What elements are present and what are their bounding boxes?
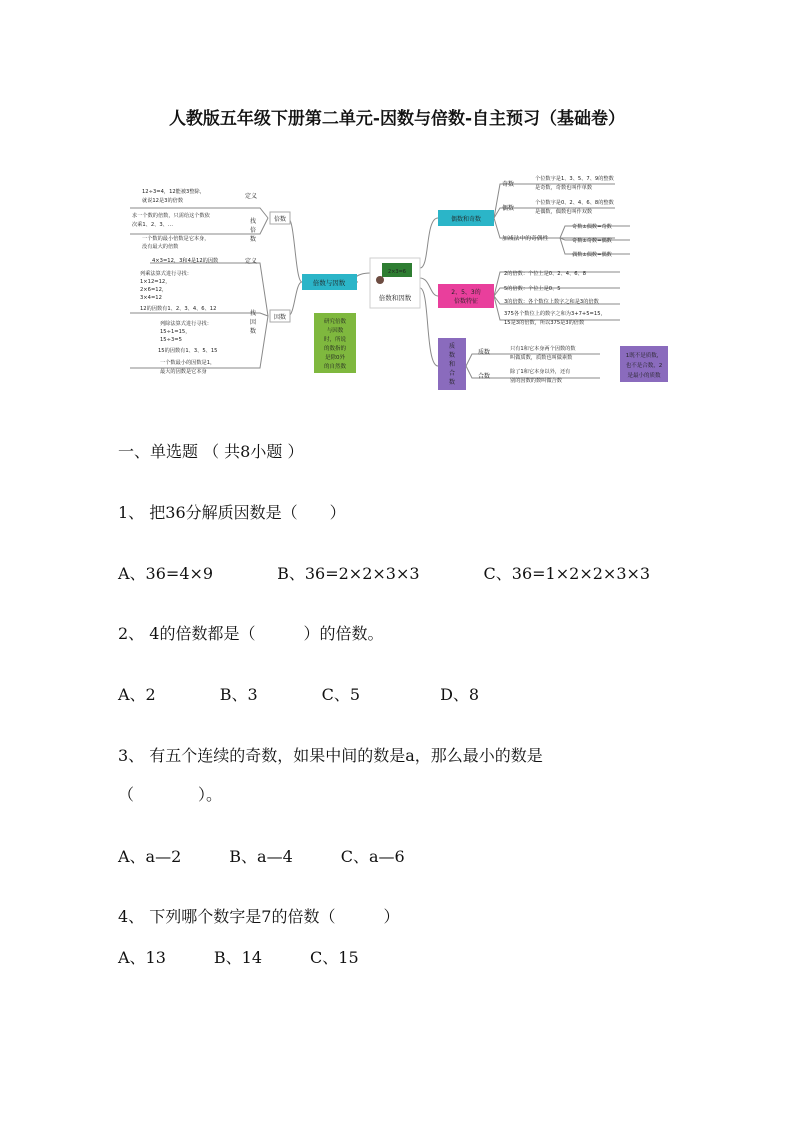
feature-text: 375各个数位上的数字之和为3+7+5=15， [504, 311, 606, 317]
question-2-options: A、2 B、3 C、5 D、8 [118, 685, 480, 704]
even-text: 是偶数，偶数也叫作双数 [535, 209, 593, 215]
question-3-stem: 3、 有五个连续的奇数，如果中间的数是a，那么最小的数是 [118, 746, 543, 765]
board-text: 2×3=6 [388, 269, 406, 275]
factor-def-label: 定义 [245, 258, 258, 265]
mind-map [110, 168, 680, 400]
find-text: 15÷1=15， [160, 329, 191, 335]
left-main-label: 倍数与因数 [312, 279, 346, 287]
def-text: 12÷3=4，12能被3整除， [142, 189, 205, 195]
find-text: 最大的因数是它本身 [160, 369, 207, 375]
note-line: 的自然数 [323, 364, 347, 370]
multiple-def-label: 定义 [245, 193, 258, 200]
feature-text: 15是3的倍数，所以375是3的倍数 [504, 320, 585, 326]
even-label: 偶数 [502, 205, 515, 212]
def-text: 就说12是3的倍数 [142, 198, 184, 204]
find-text: 列乘法算式进行寻找： [140, 271, 192, 277]
find-label: 因 [249, 319, 257, 326]
parity-rule: 偶数±偶数=偶数 [572, 252, 612, 258]
def-text: 4×3=12，3和4是12的因数 [152, 258, 219, 264]
find-label: 数 [249, 236, 257, 243]
question-3-options: A、a—2 B、a—4 C、a—6 [118, 847, 405, 866]
question-1-options: A、36=4×9 B、36=2×2×3×3 C、36=1×2×2×3×3 [118, 564, 651, 583]
features-label: 倍数特征 [453, 298, 479, 305]
parity-label: 加减法中的奇偶性 [502, 236, 549, 242]
teacher-icon [376, 276, 384, 284]
odd-label: 奇数 [502, 181, 515, 188]
branch-factor: 因数 [273, 314, 287, 321]
pc-label: 质 [448, 343, 456, 350]
find-text: 没有最大的倍数 [142, 244, 179, 250]
prime-note: 1既不是质数， [625, 353, 663, 359]
pc-label: 合 [448, 370, 456, 377]
find-text: 3×4=12 [140, 295, 162, 301]
find-label: 找 [249, 310, 257, 317]
feature-text: 5的倍数：个位上是0、5 [504, 286, 561, 292]
find-label: 找 [249, 218, 257, 225]
find-text: 1×12=12， [140, 279, 171, 285]
parity-rule: 奇数±奇数=偶数 [572, 238, 612, 244]
find-text: 一个数最小的因数是1， [160, 360, 216, 366]
question-3-stem-cont: （ ）。 [118, 785, 223, 804]
find-text: 一个数的最小倍数是它本身， [142, 236, 210, 242]
center-node: 倍数和因数 [378, 294, 412, 302]
prime-note: 也不是合数，2 [625, 363, 663, 369]
features-label: 2、5、3的 [451, 289, 481, 296]
note-line: 是除0外 [325, 355, 345, 361]
find-text: 列除法算式进行寻找： [160, 321, 212, 327]
composite-text: 除了1和它本身以外，还有 [510, 369, 571, 375]
find-label: 数 [249, 328, 257, 335]
prime-label: 质数 [478, 349, 491, 356]
question-4-options: A、13 B、14 C、15 [118, 948, 359, 967]
prime-text: 只有1和它本身两个因数的数 [510, 346, 576, 352]
note-line: 与因数 [326, 328, 344, 334]
note-line: 的数指的 [323, 346, 347, 352]
question-4-stem: 4、 下列哪个数字是7的倍数（ ） [118, 907, 400, 926]
note-line: 研究倍数 [323, 319, 347, 325]
find-text: 次乘1、2、3、… [132, 222, 174, 228]
pc-label: 数 [448, 352, 456, 359]
section-heading: 一、单选题 （ 共8小题 ） [118, 442, 304, 461]
branch-multiple: 倍数 [273, 216, 287, 223]
feature-text: 2的倍数：个位上是0、2、4、6、8 [504, 271, 587, 277]
composite-text: 别的因数的数叫做合数 [510, 378, 562, 384]
find-text: 求一个数的倍数，只需给这个数依 [132, 213, 210, 219]
question-1-stem: 1、 把36分解质因数是（ ） [118, 503, 346, 522]
prime-note: 是最小的质数 [627, 373, 661, 379]
composite-label: 合数 [478, 373, 491, 380]
feature-text: 3的倍数：各个数位上数字之和是3的倍数 [504, 299, 599, 305]
find-text: 15÷3=5 [160, 337, 182, 343]
even-text: 个位数字是0、2、4、6、8的整数 [535, 200, 614, 206]
prime-text: 叫做质数，质数也叫做素数 [510, 355, 573, 361]
odd-text: 是奇数，奇数也叫作单数 [535, 185, 593, 191]
page-title: 人教版五年级下册第二单元-因数与倍数-自主预习（基础卷） [168, 109, 626, 129]
pc-label: 和 [448, 361, 456, 368]
find-label: 倍 [249, 227, 257, 234]
pc-label: 数 [448, 379, 456, 386]
note-line: 时，所说 [323, 337, 347, 343]
find-text: 15的因数有1、3、5、15 [158, 348, 218, 354]
find-text: 12的因数有1、2、3、4、6、12 [140, 306, 217, 312]
question-2-stem: 2、 4的倍数都是（ ）的倍数。 [118, 624, 384, 643]
odd-text: 个位数字是1、3、5、7、9的整数 [535, 176, 614, 182]
find-text: 2×6=12， [140, 287, 168, 293]
odd-even-label: 偶数和奇数 [450, 216, 482, 223]
parity-rule: 奇数±偶数=奇数 [572, 224, 612, 230]
